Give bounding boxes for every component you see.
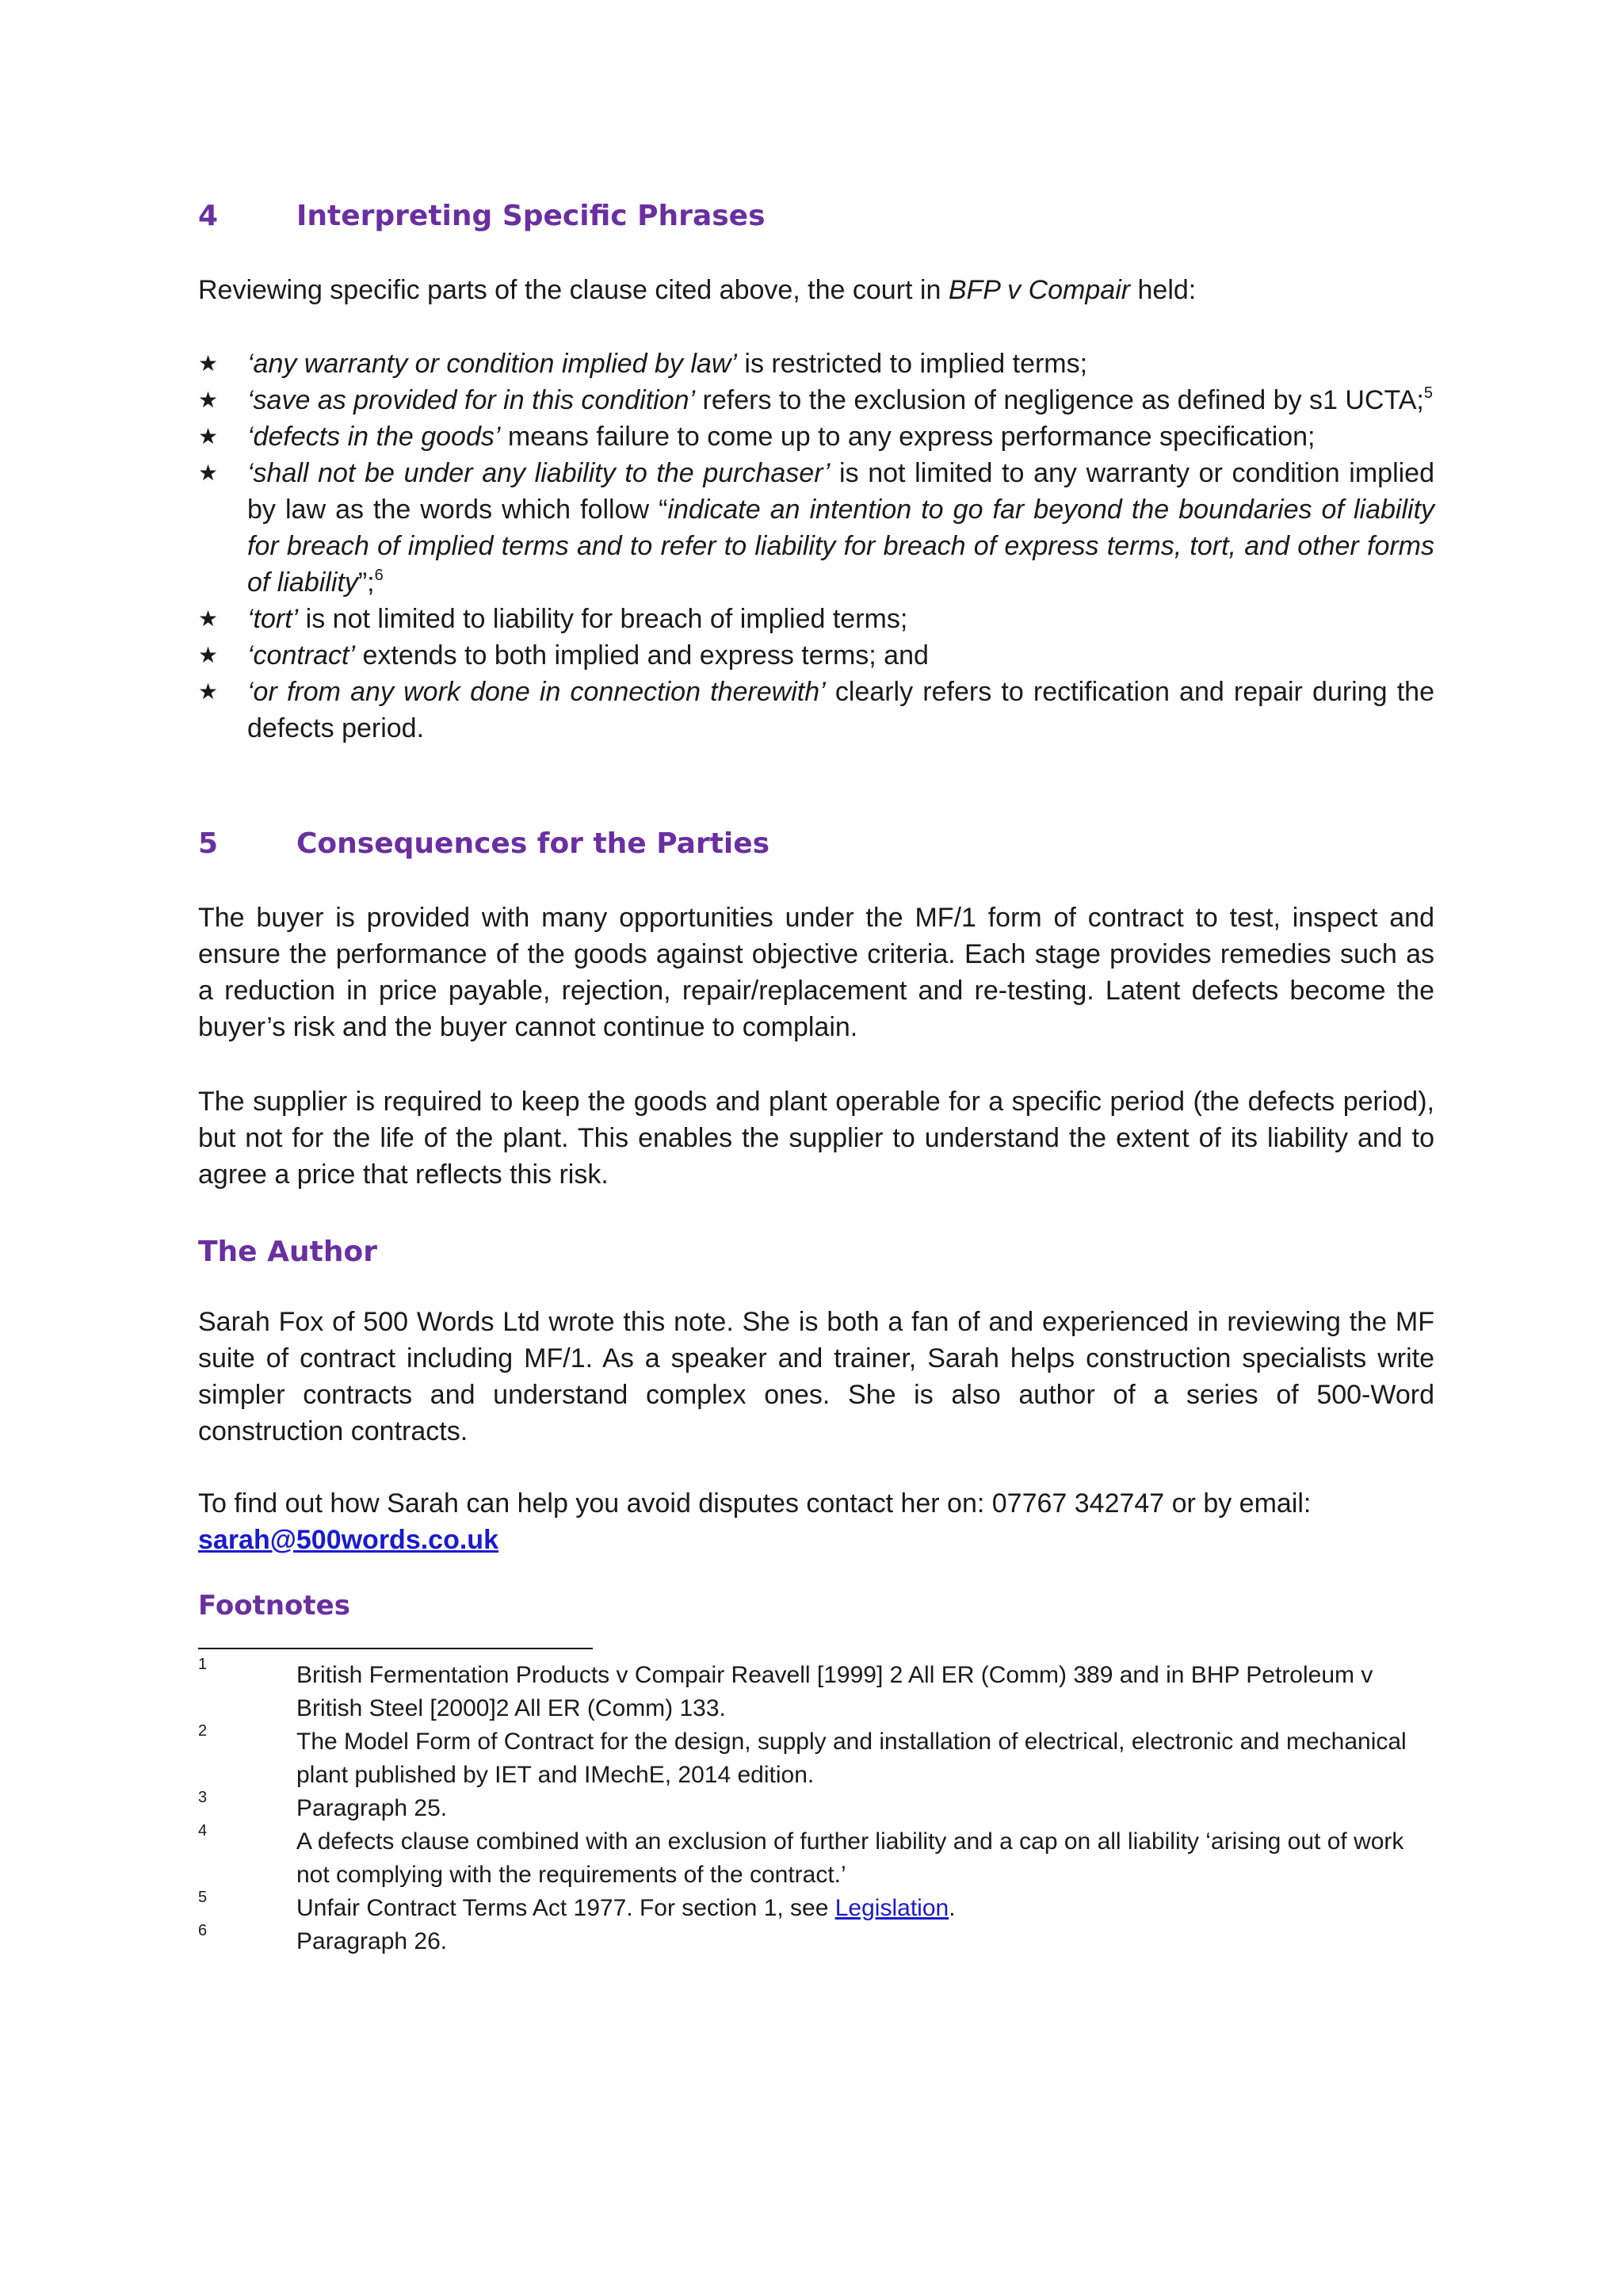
footnote-list: [198, 1656, 1434, 1958]
list-item: ★ ‘contract’ extends to both implied and express terms; and: [198, 637, 1434, 674]
author-para: Sarah Fox of 500 Words Ltd wrote this note. She is both a fan of and experienced in reviewing the MF suite of contract including MF/1. As a speaker and trainer, Sarah helps construction specialists write simpler contracts and understand complex ones. She is also author of a series of 500-Word construction contracts.: [198, 1307, 1434, 1446]
section-5-para-1: The buyer is provided with many opportunities under the MF/1 form of contract to test, inspect and ensure the performance of the goods against objective criteria. Each stage provides remedies such as a reduction in price payable, rejection, repair/replacement and re-testing. Latent defects become the buyer’s risk and the buyer cannot continue to complain.: [198, 903, 1434, 1042]
section-5-heading: [198, 826, 769, 862]
footnote-number: 1: [198, 1656, 208, 1673]
section-title: Consequences for the Parties: [296, 827, 770, 860]
case-name: BFP v Compair: [948, 275, 1131, 305]
star-icon: ★: [198, 460, 219, 485]
section-4-heading: [198, 198, 766, 235]
section-title: Interpreting Specific Phrases: [296, 200, 766, 232]
list-item: ★ ‘tort’ is not limited to liability for breach of implied terms;: [198, 601, 1434, 637]
footnote-divider: [198, 1648, 593, 1649]
star-icon: ★: [198, 643, 219, 667]
section-number: 5: [198, 827, 219, 860]
author-heading: The Author: [198, 1236, 377, 1268]
footnote-item: 2 The Model Form of Contract for the design, supply and installation of electrical, electronic and mechanical plant published by IET and IMechE, 2014 edition.: [198, 1725, 1434, 1792]
star-icon: ★: [198, 351, 219, 376]
footnote-item: 4 A defects clause combined with an exclusion of further liability and a cap on all liability ‘arising out of work not complying with the requirements of the contract.’: [198, 1825, 1434, 1892]
phrase-list: [198, 346, 1434, 747]
footnote-item: 5 Unfair Contract Terms Act 1977. For section 1, see Legislation.: [198, 1892, 1434, 1925]
footnote-item: 3 Paragraph 25.: [198, 1792, 1434, 1825]
star-icon: ★: [198, 606, 219, 631]
list-item: ★ ‘shall not be under any liability to the purchaser’ is not limited to any warranty or condition implied by law as the words which follow “indicate an intention to go far beyond the boundaries of liability for breach of implied terms and to refer to liability for breach of express terms, tort, and other forms of liability”;$^6$: [198, 455, 1434, 601]
footnote-ref: 5: [1423, 384, 1433, 402]
star-icon: ★: [198, 679, 219, 704]
section-number: 4: [198, 200, 219, 232]
author-contact: To find out how Sarah can help you avoid disputes contact her on: 07767 342747 or by email: sarah@500words.co.uk: [198, 1488, 1312, 1555]
footnote-number: 3: [198, 1789, 208, 1806]
list-item: ★ ‘defects in the goods’ means failure to come up to any express performance specification;: [198, 418, 1434, 455]
legislation-link[interactable]: Legislation: [834, 1895, 949, 1921]
footnote-item: 1 British Fermentation Products v Compair Reavell [1999] 2 All ER (Comm) 389 and in BHP Petroleum v British Steel [2000]2 All ER (Comm) 133.: [198, 1659, 1434, 1725]
footnote-number: 2: [198, 1722, 208, 1740]
footnote-ref: 6: [374, 567, 384, 584]
star-icon: ★: [198, 424, 219, 449]
footnote-item: 6 Paragraph 26.: [198, 1925, 1434, 1958]
footnote-number: 4: [198, 1822, 208, 1839]
list-item: ★ ‘save as provided for in this condition’ refers to the exclusion of negligence as defined by s1 UCTA;$^5$: [198, 382, 1434, 418]
section-5-para-2: The supplier is required to keep the goods and plant operable for a specific period (the defects period), but not for the life of the plant. This enables the supplier to understand the extent of its liability and to agree a price that reflects this risk.: [198, 1087, 1434, 1190]
footnote-number: 5: [198, 1889, 208, 1906]
list-item: ★ ‘any warranty or condition implied by law’ is restricted to implied terms;: [198, 346, 1434, 382]
star-icon: ★: [198, 388, 219, 412]
footnotes-heading: Footnotes: [198, 1590, 350, 1622]
footnote-number: 6: [198, 1922, 208, 1939]
list-item: ★ ‘or from any work done in connection therewith’ clearly refers to rectification and repair during the defects period.: [198, 674, 1434, 747]
section-4-intro: Reviewing specific parts of the clause cited above, the court in BFP v Compair held:: [198, 275, 1197, 305]
email-link[interactable]: sarah@500words.co.uk: [198, 1525, 498, 1555]
